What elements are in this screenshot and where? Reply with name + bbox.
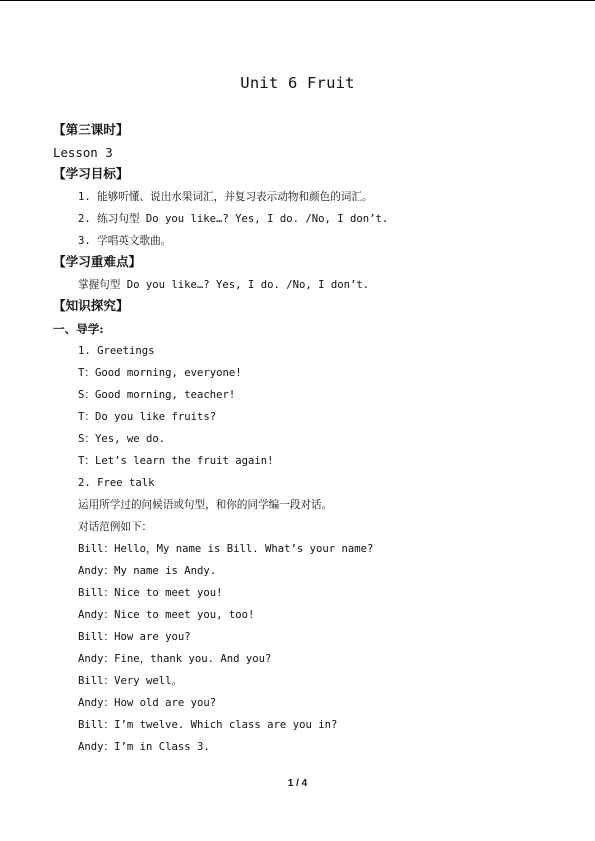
dialogue-line: Andy：Fine，thank you. And you? (78, 653, 272, 665)
page-title: Unit 6 Fruit (240, 74, 355, 92)
guide-line: T：Let’s learn the fruit again! (78, 455, 274, 467)
dialogue-line: Bill：I’m twelve. Which class are you in? (78, 719, 338, 731)
explore-header: 【知识探究】 (53, 298, 129, 313)
dialogue-line: Bill：Nice to meet you! (78, 587, 223, 599)
key-points-header: 【学习重难点】 (53, 254, 142, 269)
guide-line: S：Yes, we do. (78, 433, 166, 445)
dialogue-line: Bill：How are you? (78, 631, 191, 643)
dialogue-line: Bill：Hello，My name is Bill. What’s your name? (78, 543, 374, 555)
guide-line: S：Good morning, teacher! (78, 389, 236, 401)
dialogue-line: Bill：Very well。 (78, 675, 183, 687)
dialogue-line: Andy：Nice to meet you, too! (78, 609, 255, 621)
guide-line: 运用所学过的问候语或句型，和你的同学编一段对话。 (78, 499, 333, 511)
goal-item: 2. 练习句型 Do you like…? Yes, I do. /No, I don’t. (78, 213, 389, 225)
dialogue-line: Andy：My name is Andy. (78, 565, 217, 577)
page-number: 1 / 4 (287, 778, 308, 789)
lesson-header: 【第三课时】 (53, 122, 129, 137)
guide-line: T：Good morning, everyone! (78, 367, 242, 379)
guide-line: 对话范例如下： (78, 521, 153, 533)
goal-item: 1. 能够听懂、说出水果词汇，并复习表示动物和颜色的词汇。 (78, 191, 373, 203)
dialogue-line: Andy：How old are you? (78, 697, 217, 709)
guide-line: 1. Greetings (78, 345, 155, 357)
key-points-text: 掌握句型 Do you like…? Yes, I do. /No, I don’t. (78, 279, 370, 291)
goals-header: 【学习目标】 (53, 166, 129, 181)
top-rule (0, 0, 595, 1)
guide-line: T：Do you like fruits? (78, 411, 217, 423)
goal-item: 3. 学唱英文歌曲。 (78, 235, 172, 247)
dialogue-line: Andy：I’m in Class 3. (78, 741, 210, 753)
lesson-name: Lesson 3 (53, 145, 113, 160)
guide-line: 2. Free talk (78, 477, 155, 489)
guide-header: 一、导学: (53, 322, 104, 336)
